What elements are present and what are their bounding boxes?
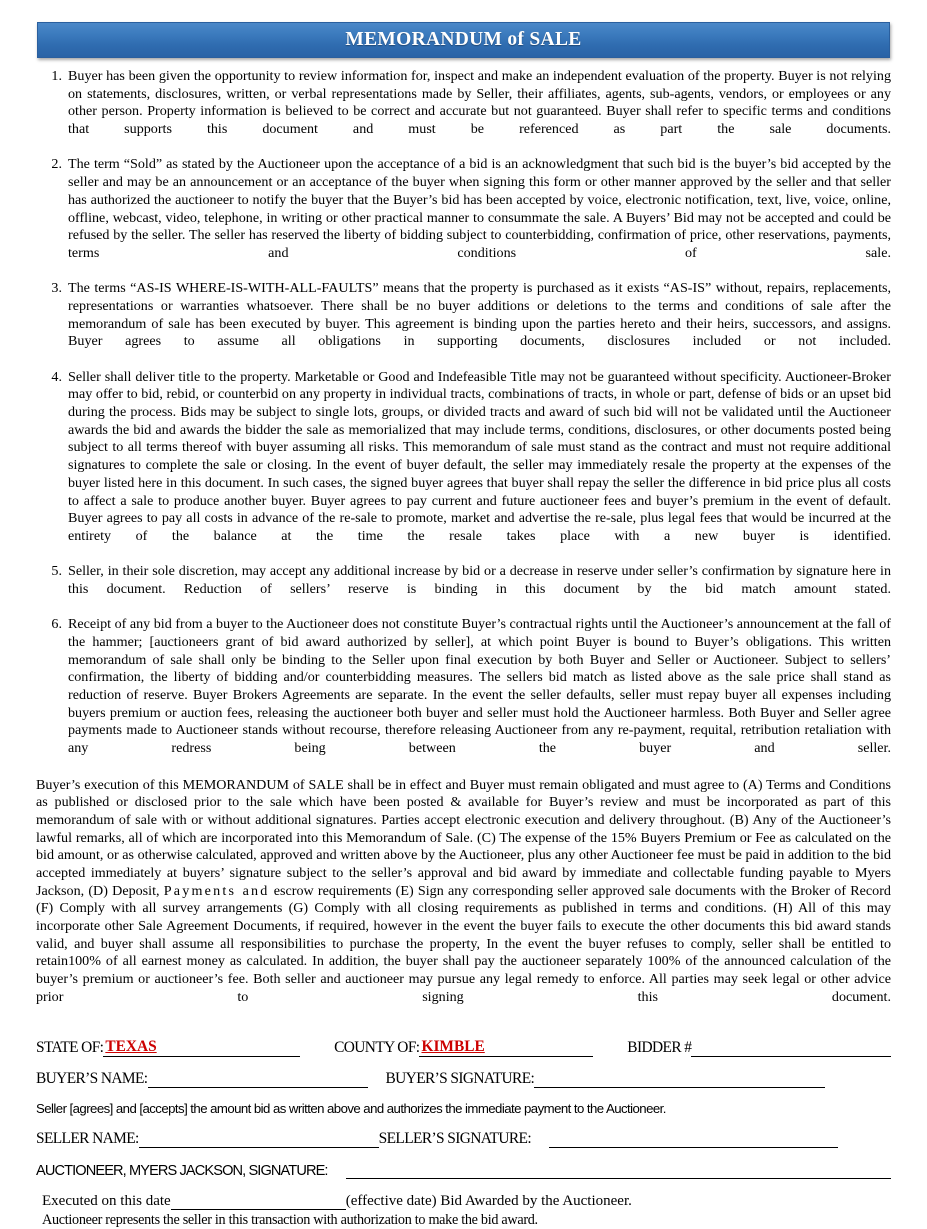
state-fill-line[interactable] [175, 1039, 300, 1057]
clause-text: Receipt of any bid from a buyer to the Auctioneer does not constitute Buyer’s contractual rights until the Auctioneer’s announcement at the fall of the hammer; [auctioneers grant of bid award authorized by seller], at which point Buyer is bound to Buyer’s obligations. This written memorandum of sale shall only be binding to the Seller upon final execution by both Buyer and Seller or Auctioneer. Subject to sellers’ confirmation, the liberty of bidding and/or counterbidding measures. The sellers bid match as listed above as the sale price shall stand as reduction of reserve. Buyer Brokers Agreements are separate. In the event the seller defaults, seller must repay buyer all expenses including buyers premium or auction fees, releasing the auctioneer both buyer and seller must hold the Auctioneer harmless. Both Buyer and Seller agree payments made to Auctioneer stands without recourse, therefore releasing Auctioneer from any re-payment, requital, retribution retaliation with any redress being between the buyer and seller. [68, 616, 891, 757]
executed-date-row [36, 1192, 891, 1210]
closing-paragraph-part-2: escrow requirements (E) Sign any corresponding seller approved sale documents with the Broker of Record (F) Comply with all survey arrangements (G) Comply with all closing requirements as published in terms and conditions. (H) All of this may incorporate other Sale Agreement Documents, if required, however in the event the buyer fails to execute the other documents this bid award stands valid, and buyer shall assume all responsibilities to purchase the property, In the event the buyer refuses to comply, seller shall be entitled to retain100% of all earnest money as calculated. In addition, the buyer shall pay the auctioneer separately 100% of the announced calculation of the buyer’s premium or auctioneer’s fee. Both seller and auctioneer may pursue any legal remedy to enforce. All parties may seek legal or other advice prior to signing this document. [36, 882, 891, 1005]
buyer-signature-input[interactable] [534, 1070, 825, 1088]
clause-item [36, 563, 891, 616]
closing-paragraph-part-1: Buyer’s execution of this MEMORANDUM of SALE shall be in effect and Buyer must remain obligated and must agree to (A) Terms and Conditions as published or disclosed prior to the sale which have been posted & available for Buyer’s review and must be incorporated as part of this memorandum of sale with or without additional signatures. Parties accept electronic execution and delivery throughout. (B) Any of the Auctioneer’s lawful remarks, all of which are incorporated into this Memorandum of Sale. (C) The expense of the 15% Buyers Premium or Fee as calculated on the bid amount, or as otherwise calculated, approved and written above by the Auctioneer, plus any other Auctioneer fee must be paid in addition to the bid accepted immediately at buyers’ signature subject to the seller’s approval and bid award by immediate and collectable funding payable to Myers Jackson, (D) Deposit, [36, 776, 891, 899]
clause-number: 2. [51, 156, 62, 173]
county-fill-line[interactable] [507, 1039, 593, 1057]
clause-item [36, 68, 891, 156]
seller-acceptance-note: Seller [agrees] and [accepts] the amount bid as written above and authorizes the immediate payment to the Auctioneer. [36, 1101, 666, 1117]
closing-paragraph-spaced-text: Payments and [163, 882, 270, 899]
buyer-name-signature-row [36, 1070, 891, 1088]
clause-number: 5. [51, 563, 62, 580]
buyer-name-input[interactable] [148, 1070, 368, 1088]
auctioneer-representation-note: Auctioneer represents the seller in this transaction with authorization to make the bid award. [42, 1212, 538, 1229]
seller-name-input[interactable] [139, 1130, 379, 1148]
clause-item [36, 280, 891, 368]
auctioneer-signature-row [36, 1161, 891, 1179]
state-label: STATE OF: [36, 1039, 104, 1057]
seller-name-signature-row [36, 1130, 891, 1148]
document-body [0, 58, 927, 1024]
clause-text: The term “Sold” as stated by the Auctioneer upon the acceptance of a bid is an acknowledgment that such bid is the buyer’s bid accepted by the seller and may be an announcement or an acceptance of the buyer when signing this form or other manner approved by the seller and that seller has authorized the auctioneer to notify the buyer that the Buyer’s bid has been accepted by voice, electronic notification, text, live, voice, online, offline, webcast, video, telephone, in writing or other practical manner to consummate the sale. A Buyers’ Bid may not be accepted and could be refused by the seller. The seller has reserved the liberty of bidding subject to counterbidding, confirmation of price, other reservations, payments, terms and conditions of sale. [68, 156, 891, 261]
clause-number: 6. [51, 616, 62, 633]
page-title: MEMORANDUM of SALE [345, 29, 582, 50]
clause-number: 1. [51, 68, 62, 84]
clause-text: Seller shall deliver title to the property. Marketable or Good and Indefeasible Title may not be guaranteed without specificity. Auctioneer-Broker may offer to bid, rebid, or counterbid on any property in individual tracts, combinations of tracts, in whole or part, defense of bids or an upset bid during the process. Bids may be subject to single lots, groups, or divided tracts and award of such bid will not be validated until the Auctioneer awards the bid and awards the bidder the sale as memorialized that may include terms, conditions, disclosures, or other documents posted being subject to all terms thereof with buyer assuming all risks. This memorandum of sale must stand as the contract and must not require additional signatures to complete the sale or closing. In the event of buyer default, the seller may immediately resale the property at the expenses of the buyer listed here in this document. In such cases, the signed buyer agrees that buyer shall repay the seller the difference in bid price plus all costs to affect a sale to produce another buyer. Buyer agrees to pay current and future auctioneer fees and buyer’s premium in the event of default. Buyer agrees to pay all costs in advance of the re-sale to promote, market and advertise the re-sale, plus legal fees that would be incurred at the entirety of the balance at the time the resale takes place with a new buyer is identified. [68, 368, 891, 544]
buyer-name-label: BUYER’S NAME: [36, 1070, 148, 1088]
clause-text: Seller, in their sole discretion, may accept any additional increase by bid or a decrease in reserve under seller’s confirmation by signature here in this document. Reduction of sellers’ reserve is binding in this document by the bid match amount stated. [68, 563, 891, 597]
executed-date-input[interactable] [171, 1192, 346, 1210]
closing-paragraph [36, 777, 891, 1025]
clause-item [36, 616, 891, 775]
state-value[interactable]: TEXAS [103, 1038, 175, 1057]
executed-on-label: Executed on this date [42, 1193, 171, 1210]
executed-on-suffix: (effective date) Bid Awarded by the Auctioneer. [345, 1193, 632, 1210]
buyer-signature-label: BUYER’S SIGNATURE: [385, 1070, 535, 1088]
bidder-number-input[interactable] [691, 1039, 891, 1057]
state-county-bidder-row [36, 1038, 891, 1057]
seller-signature-input[interactable] [549, 1130, 838, 1148]
execution-block [0, 1192, 927, 1229]
clause-item [36, 369, 891, 564]
signature-block [0, 1038, 927, 1179]
clause-list [36, 68, 891, 776]
auctioneer-signature-label: AUCTIONEER, MYERS JACKSON, SIGNATURE: [36, 1163, 328, 1180]
clause-item [36, 156, 891, 280]
clause-number: 4. [51, 368, 62, 385]
clause-number: 3. [51, 280, 62, 297]
county-value[interactable]: KIMBLE [419, 1038, 507, 1057]
county-label: COUNTY OF: [334, 1039, 420, 1057]
header-banner-container [0, 0, 927, 58]
seller-name-label: SELLER NAME: [36, 1130, 139, 1148]
seller-signature-label: SELLER’S SIGNATURE: [378, 1130, 532, 1148]
header-banner [37, 22, 890, 58]
bidder-number-label: BIDDER # [627, 1039, 692, 1057]
clause-text: The terms “AS-IS WHERE-IS-WITH-ALL-FAULTS” means that the property is purchased as it exists “AS-IS” without, repairs, replacements, representations or warranties whatsoever. There shall be no buyer additions or deletions to the terms and conditions of sale after the memorandum of sale has been executed by buyer. This agreement is binding upon the parties hereto and their heirs, successors, and assigns. Buyer agrees to assume all obligations in supporting documents, disclosures included or not included. [68, 280, 891, 350]
clause-text: Buyer has been given the opportunity to review information for, inspect and make an independent evaluation of the property. Buyer is not relying on statements, disclosures, written, or verbal representations made by Seller, their affiliates, agents, sub-agents, vendors, or employees or any other person. Property information is believed to be correct and accurate but not guaranteed. Buyer shall refer to specific terms and conditions that supports this document and must be referenced as part the sale documents. [68, 68, 891, 138]
auctioneer-signature-input[interactable] [346, 1161, 891, 1179]
